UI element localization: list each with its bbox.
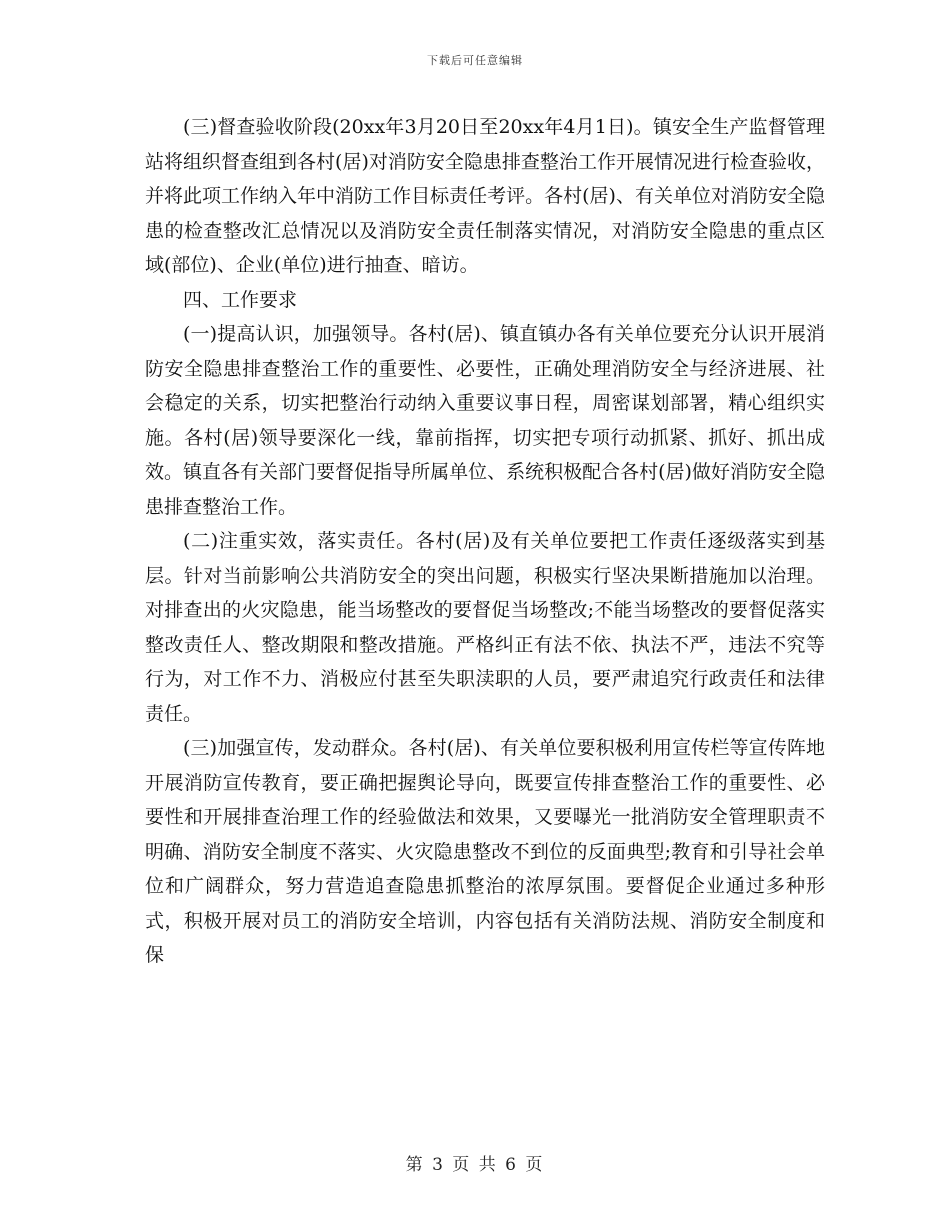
document-body xyxy=(145,110,825,973)
paragraph-focus-results: (二)注重实效，落实责任。各村(居)及有关单位要把工作责任逐级落实到基层。针对当前影响公共消防安全的突出问题，积极实行坚决果断措施加以治理。对排查出的火灾隐患，能当场整改的要督促当场整改;不能当场整改的要督促落实整改责任人、整改期限和整改措施。严格纠正有法不依、执法不严，违法不究等行为，对工作不力、消极应付甚至失职渎职的人员，要严肃追究行政责任和法律责任。 xyxy=(145,530,825,725)
paragraph-raise-awareness: (一)提高认识，加强领导。各村(居)、镇直镇办各有关单位要充分认识开展消防安全隐患排查整治工作的重要性、必要性，正确处理消防安全与经济进展、社会稳定的关系，切实把整治行动纳入重要议事日程，周密谋划部署，精心组织实施。各村(居)领导要深化一线，靠前指挥，切实把专项行动抓紧、抓好、抓出成效。镇直各有关部门要督促指导所属单位、系统积极配合各村(居)做好消防安全隐患排查整治工作。 xyxy=(145,323,825,518)
page-header-note: 下载后可任意编辑 xyxy=(427,54,523,67)
paragraph-publicity: (三)加强宣传，发动群众。各村(居)、有关单位要积极利用宣传栏等宣传阵地开展消防宣传教育，要正确把握舆论导向，既要宣传排查整治工作的重要性、必要性和开展排查治理工作的经验做法和效果，又要曝光一批消防安全管理职责不明确、消防安全制度不落实、火灾隐患整改不到位的反面典型;教育和引导社会单位和广阔群众，努力营造追查隐患抓整治的浓厚氛围。要督促企业通过多种形式，积极开展对员工的消防安全培训，内容包括有关消防法规、消防安全制度和保 xyxy=(145,737,825,966)
section-heading-work-requirements: 四、工作要求 xyxy=(183,288,298,311)
paragraph-inspection-phase: (三)督查验收阶段(20xx年3月20日至20xx年4月1日)。镇安全生产监督管理站将组织督查组到各村(居)对消防安全隐患排查整治工作开展情况进行检查验收，并将此项工作纳入年中消防工作目标责任考评。各村(居)、有关单位对消防安全隐患的检查整改汇总情况以及消防安全责任制落实情况，对消防安全隐患的重点区域(部位)、企业(单位)进行抽查、暗访。 xyxy=(145,116,825,276)
page-number: 第 3 页 共 6 页 xyxy=(405,1155,545,1175)
